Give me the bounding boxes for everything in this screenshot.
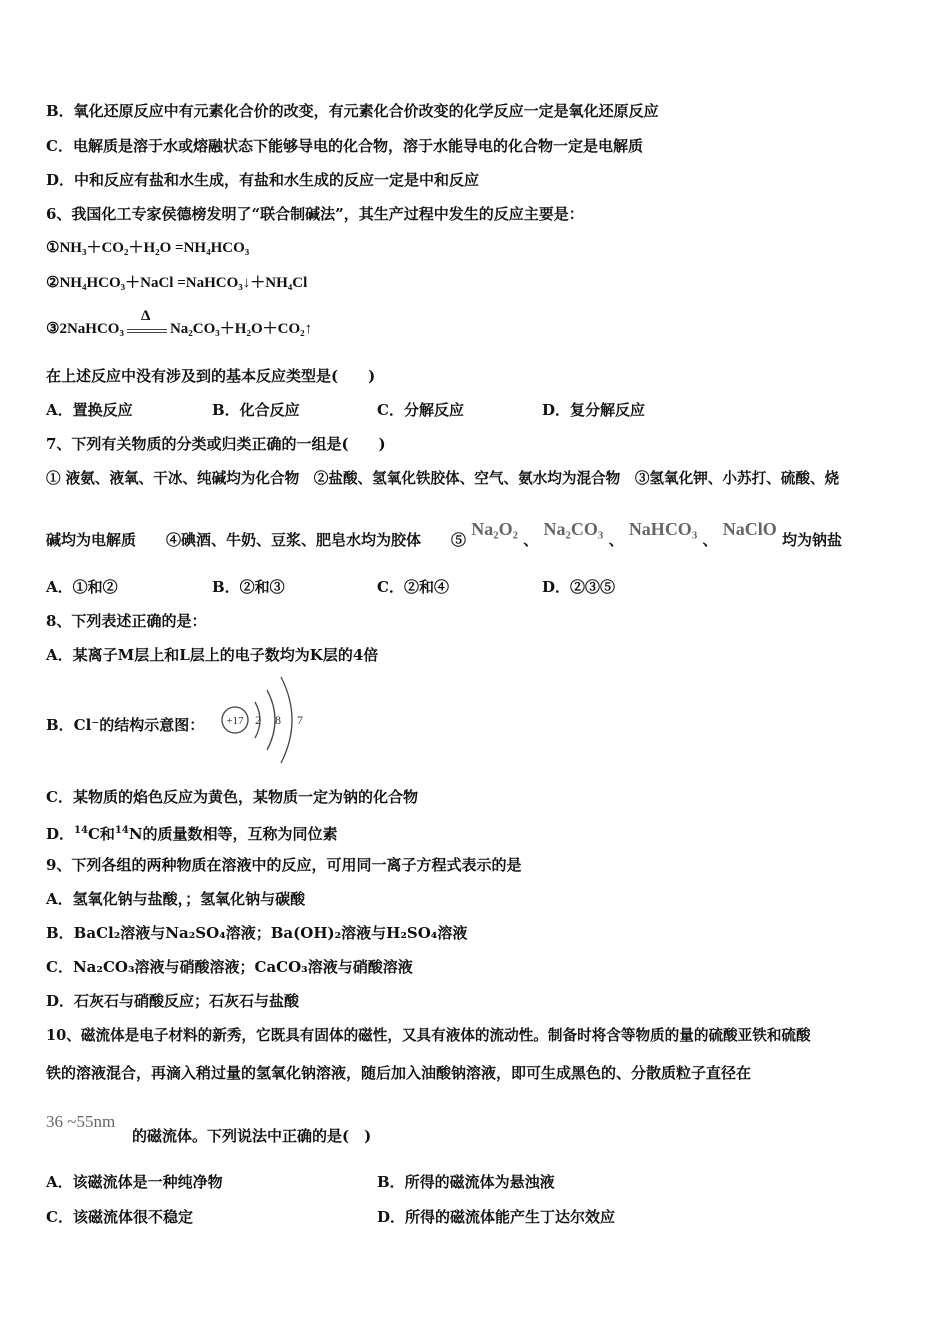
delta-symbol: Δ — [140, 307, 151, 324]
heat-condition-arrow — [127, 307, 167, 340]
formula-na2co3: Na₂CO₃ — [543, 519, 604, 539]
separator: 、 — [702, 531, 718, 549]
separator: 、 — [523, 531, 539, 549]
q7-option-a: A．①和② — [46, 578, 118, 596]
q8-option-b: B．Cl⁻的结构示意图： — [46, 716, 205, 734]
q6-question: 在上述反应中没有涉及到的基本反应类型是( ) — [46, 367, 376, 385]
q8-stem: 8、下列表述正确的是： — [46, 612, 207, 630]
q7-statement-line-1: ① 液氨、液氧、干冰、纯碱均为化合物 ②盐酸、氢氧化铁胶体、空气、氨水均为混合物 ③氢氧化钾、小苏打、硫酸、烧 — [46, 470, 840, 487]
q6-option-b: B．化合反应 — [212, 401, 300, 419]
q5-option-c: C．电解质是溶于水或熔融状态下能够导电的化合物，溶于水能导电的化合物一定是电解质 — [46, 137, 643, 155]
formula-nahco3: NaHCO₃ — [628, 519, 698, 539]
q6-reaction-1: ①NH₃＋CO₂＋H₂O =NH₄HCO₃ — [46, 240, 250, 256]
q10-size-range: 36 ~55nm — [46, 1112, 116, 1131]
q7-line2-text: 碱均为电解质 ④碘酒、牛奶、豆浆、肥皂水均为胶体 ⑤ — [46, 531, 467, 549]
q6-option-d: D．复分解反应 — [542, 401, 646, 419]
electron-shell-2 — [267, 690, 275, 750]
q7-option-c: C．②和④ — [377, 578, 449, 596]
nucleus-charge: +17 — [226, 715, 244, 727]
shell-2-count: 8 — [275, 713, 281, 727]
chloride-ion-structure-diagram — [218, 674, 308, 766]
q5-option-d: D．中和反应有盐和水生成，有盐和水生成的反应一定是中和反应 — [46, 171, 480, 189]
q7-option-b: B．②和③ — [212, 578, 285, 596]
q5-option-b: B．氧化还原反应中有元素化合价的改变，有元素化合价改变的化学反应一定是氧化还原反应 — [46, 102, 659, 120]
q6-option-a: A．置换反应 — [46, 401, 133, 419]
q6-option-c: C．分解反应 — [377, 401, 464, 419]
mass-number: 14 — [114, 825, 129, 836]
q10-option-c: C．该磁流体很不稳定 — [46, 1208, 193, 1226]
q7-option-d: D．②③⑤ — [542, 578, 616, 596]
q9-option-a: A．氢氧化钠与盐酸，；氢氧化钠与碳酸 — [46, 890, 306, 908]
q10-stem-line-2: 铁的溶液混合，再滴入稍过量的氢氧化钠溶液，随后加入油酸钠溶液，即可生成黑色的、分散质粒子直径在 — [46, 1064, 752, 1082]
q6-reaction-2: ②NH₄HCO₃＋NaCl =NaHCO₃↓＋NH₄Cl — [46, 275, 308, 291]
electron-shell-3 — [281, 677, 292, 763]
q6-r3-reactant: ③2NaHCO₃ — [46, 321, 124, 337]
q10-option-a: A．该磁流体是一种纯净物 — [46, 1173, 223, 1191]
q6-reaction-3 — [46, 307, 313, 340]
q8-option-c: C．某物质的焰色反应为黄色，某物质一定为钠的化合物 — [46, 788, 418, 806]
q10-stem-line-3: 的磁流体。下列说法中正确的是( ) — [132, 1127, 372, 1145]
q10-option-b: B．所得的磁流体为悬浊液 — [377, 1173, 555, 1191]
option-letter: D． — [46, 825, 75, 843]
q9-option-d: D．石灰石与硝酸反应；石灰石与盐酸 — [46, 992, 300, 1010]
q6-stem: 6、我国化工专家侯德榜发明了“联合制碱法”，其生产过程中发生的反应主要是： — [46, 205, 584, 223]
q8-option-a: A．某离子M层上和L层上的电子数均为K层的4倍 — [46, 646, 379, 664]
q8-option-d — [46, 821, 338, 844]
q9-option-c: C．Na₂CO₃溶液与硝酸溶液；CaCO₃溶液与硝酸溶液 — [46, 958, 413, 976]
q10-option-d: D．所得的磁流体能产生丁达尔效应 — [377, 1208, 616, 1226]
q10-stem-line-1: 10、磁流体是电子材料的新秀，它既具有固体的磁性，又具有液体的流动性。制备时将含等物质的量的硫酸亚铁和硫酸 — [46, 1027, 811, 1044]
formula-na2o2: Na₂O₂ — [471, 519, 519, 539]
q7-stem: 7、下列有关物质的分类或归类正确的一组是( ) — [46, 435, 386, 453]
q7-line2-end: 均为钠盐 — [781, 531, 842, 549]
q6-r3-products: Na₂CO₃＋H₂O＋CO₂↑ — [169, 321, 313, 337]
q9-stem: 9、下列各组的两种物质在溶液中的反应，可用同一离子方程式表示的是 — [46, 856, 522, 874]
shell-3-count: 7 — [297, 713, 303, 727]
option-text: C和 — [87, 825, 115, 843]
q9-option-b: B．BaCl₂溶液与Na₂SO₄溶液；Ba(OH)₂溶液与H₂SO₄溶液 — [46, 924, 468, 942]
shell-1-count: 2 — [255, 713, 261, 727]
mass-number: 14 — [74, 825, 88, 836]
q7-statement-line-2 — [46, 519, 842, 550]
option-text: N的质量数相等，互称为同位素 — [128, 825, 338, 843]
formula-naclo: NaClO — [722, 519, 777, 539]
separator: 、 — [608, 531, 624, 549]
